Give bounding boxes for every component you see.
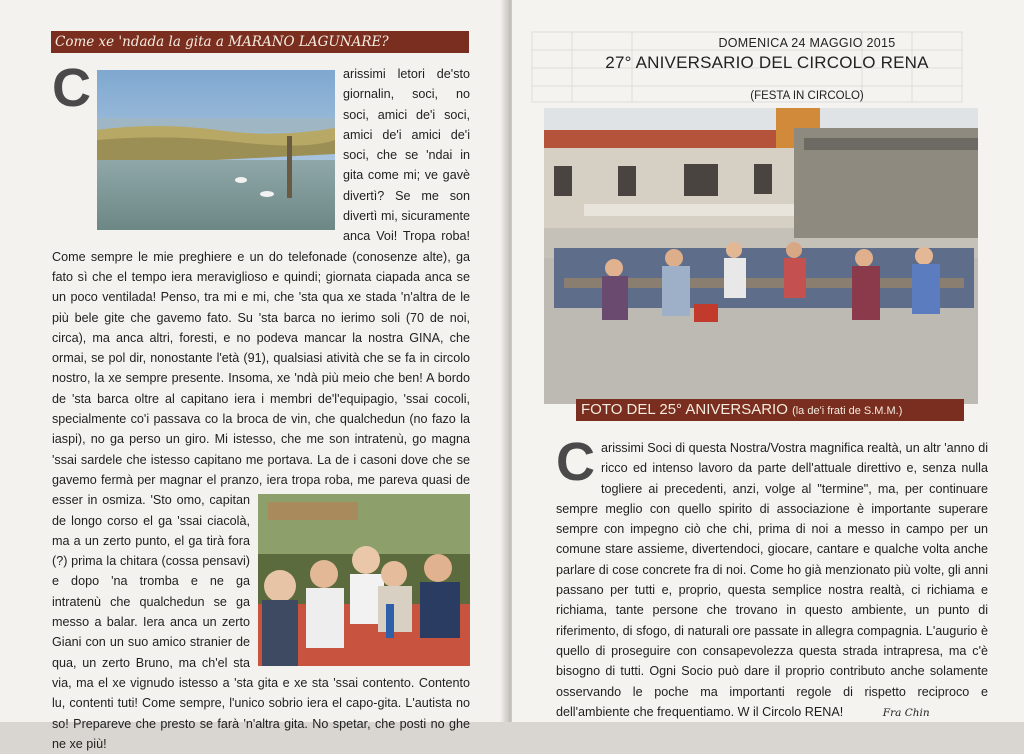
lunch-group-photo bbox=[258, 494, 470, 666]
right-body: arissimi Soci di questa Nostra/Vostra magnifica realtà, un altr 'anno di ricco ed intenso lavoro da parte dell'attuale direttivo e, senza nulla togliere ai precedenti, anzi, volge al "termine", ma, per continuare sempre meglio con quello spirito di associazione è importante superare sempre con impegno ciò che chi, prima di noi a messo in campo per un comune stare assieme, divertendoci, giocare, cantare e qualche volta anche parlare di cose concrete fra di noi. Come ho già menzionato più volte, gli anni passano per tutti e, proprio, questa semplice nostra realtà, ci richiama e richiama, tante persone che trovano in questo ambiente, un punto di riferimento, di sfogo, di naturali ore passate in allegra compagnia. L'augurio è quello di proseguire con consapevolezza questa strada intrapresa, ma c'è bisogno di tutti. Ogni Socio può dare il proprio contributo anche solamente osservando le poche ma importanti regole di rispetto reciproco e dell'ambiente che frequentiamo. W il Circolo RENA! bbox=[556, 441, 988, 719]
event-subtitle: (FESTA IN CIRCOLO) bbox=[750, 90, 864, 102]
left-article-text bbox=[52, 58, 470, 754]
caption-note: (la de'i frati de S.M.M.) bbox=[792, 405, 903, 417]
article-header: Come xe 'ndada la gita a MARANO LAGUNARE? bbox=[51, 31, 469, 53]
signature: Fra Chin bbox=[882, 706, 930, 719]
right-article-text bbox=[556, 432, 988, 723]
event-date: DOMENICA 24 MAGGIO 2015 bbox=[718, 36, 896, 50]
left-body-part2: osmiza. 'Sto omo, capitan de longo corso el ga 'ssai ciacolà, ma a un zerto punto, el ga tirà fora (?) prima la chitara (cossa pensavi) e dopo 'na tromba e ne ga intratenù che qualchedun se ga messo a balar. Iera anca un zerto Giani con un suo amico stranier de qua, un zerto Bruno, ma ch'el sta via, ma el xe vignudo istesso a 'sta gita e xe sta 'ssai contento. Contento lu, contenti tuti! Come sempre, l'unico sobrio iera el capo-gita. L'autista no so! Prepareve che presto se farà 'n'altra gita. No spetar, che posti no ghe ne xe più! bbox=[52, 493, 470, 751]
right-page bbox=[512, 0, 1024, 722]
left-page bbox=[0, 0, 508, 751]
caption-title: FOTO DEL 25° ANIVERSARIO bbox=[581, 401, 788, 418]
lagoon-photo bbox=[97, 70, 335, 230]
drop-cap: C bbox=[556, 432, 595, 492]
left-body-part1: arissimi letori de'sto giornalin, soci, no soci, amici de'i soci, amici de'i amici de'i soci, che se 'ndai in gita come mi; ve gavè divertì? Se me son divertì mi, sicuramente anca Voi! Tropa roba! Come sempre le mie preghiere e un do telefonade (conosenze alte), ga fato sì che el tempo iera meraviglioso e quindi; giornata ciapada anca se un poco ventilada! Penso, tra mi e mi, che 'sta qua xe stada 'n'altra de le più bele gite che gavemo fato. Su 'sta barca no ierimo soli (70 de noi, circa), ma anca altri, foresti, e no podeva mancar la nostra GINA, che ormai, se pol dir, nonostante l'età (91), qualsiasi atività che se fa in circolo nostro, la xe sempre presente. Insoma, xe 'ndà più meio che ben! A bordo de 'sta barca oltre al capitano iera i membri de'l'equipagio, 'ssai cocoli, specialmente co'i passava co la broca de vin, che qualchedun (no fazo la iaspi), no ga perso un giro. Mi istesso, che me son intratenù, go magna 'ssai sardele che istesso capitano me portava. La de i casoni dove che se gavemo fermà per magnar el pranzo, iera tropa roba, me pareva quasi de esser in bbox=[52, 67, 470, 508]
event-title: 27° ANIVERSARIO DEL CIRCOLO RENA bbox=[605, 53, 929, 72]
photo-caption bbox=[576, 399, 964, 421]
anniversary-photo bbox=[544, 108, 978, 404]
drop-cap: C bbox=[52, 58, 91, 118]
